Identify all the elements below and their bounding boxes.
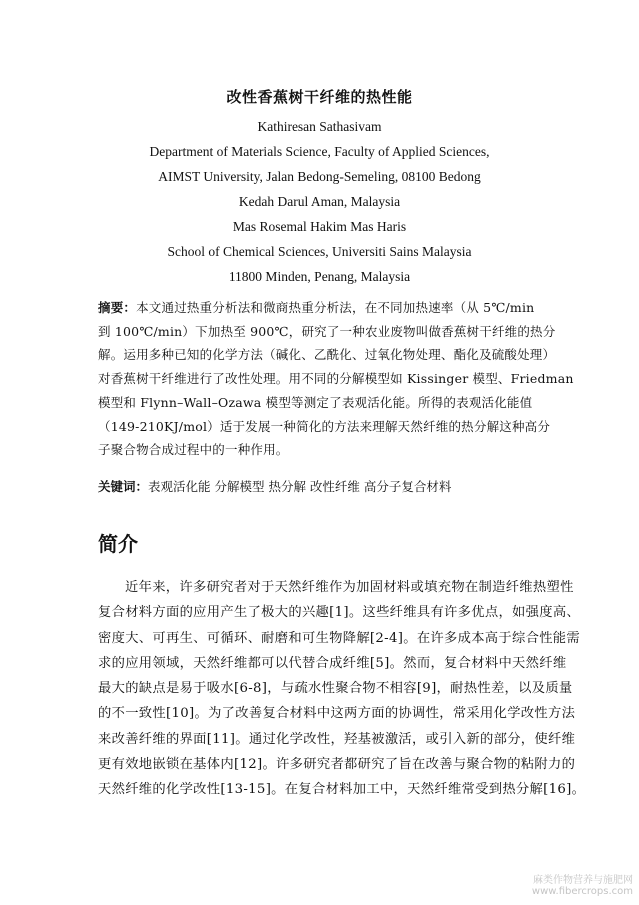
intro-paragraph: [98, 575, 586, 803]
abstract-line: 对香蕉树干纤维进行了改性处理。用不同的分解模型如 Kissinger 模型、Friedman: [98, 371, 574, 387]
affiliation-line: AIMST University, Jalan Bedong-Semeling, 08100 Bedong: [158, 169, 481, 184]
intro-line: 的不一致性[10]。为了改善复合材料中这两方面的协调性，常采用化学改性方法: [98, 706, 576, 722]
intro-line: 最大的缺点是易于吸水[6-8]，与疏水性聚合物不相容[9]，耐热性差，以及质量: [98, 681, 573, 697]
affiliation-line: Department of Materials Science, Faculty of Applied Sciences,: [149, 144, 490, 159]
author-name: Mas Rosemal Hakim Mas Haris: [232, 219, 407, 234]
watermark-name: 麻类作物营养与施肥网: [533, 875, 633, 886]
abstract-line: 模型和 Flynn–Wall–Ozawa 模型等测定了表观活化能。所得的表观活化能值: [98, 394, 533, 410]
abstract-line: 子聚合物合成过程中的一种作用。: [98, 442, 289, 458]
watermark-url: www.fibercrops.com: [531, 886, 633, 897]
site-watermark: [532, 875, 633, 897]
intro-line: 复合材料方面的应用产生了极大的兴趣[1]。这些纤维具有许多优点，如强度高、: [98, 605, 581, 621]
paper-title: 改性香蕉树干纤维的热性能: [226, 88, 413, 106]
intro-line: 近年来，许多研究者对于天然纤维作为加固材料或填充物在制造纤维热塑性: [125, 580, 574, 595]
keywords-text: 表观活化能 分解模型 热分解 改性纤维 高分子复合材料: [148, 479, 452, 494]
intro-line: 求的应用领域，天然纤维都可以代替合成纤维[5]。然而，复合材料中天然纤维: [98, 655, 567, 671]
keywords-label: 关键词：: [98, 479, 149, 494]
abstract-block: [98, 296, 574, 462]
affiliation-line: Kedah Darul Aman, Malaysia: [238, 194, 401, 209]
affiliation-line: 11800 Minden, Penang, Malaysia: [228, 269, 411, 284]
section-heading: 简介: [98, 532, 138, 556]
affiliation-line: School of Chemical Sciences, Universiti Sains Malaysia: [167, 244, 472, 259]
intro-line: 来改善纤维的界面[11]。通过化学改性，羟基被激活，或引入新的部分，使纤维: [98, 731, 576, 747]
abstract-line: 到 100℃/min）下加热至 900℃，研究了一种农业废物叫做香蕉树干纤维的热分: [98, 323, 556, 339]
abstract-line: [98, 296, 548, 320]
abstract-line: （149-210KJ/mol）适于发展一种简化的方法来理解天然纤维的热分解这种高分: [98, 418, 551, 434]
abstract-label: 摘要：: [98, 300, 137, 315]
author-name: Kathiresan Sathasivam: [257, 119, 382, 134]
abstract-line: 解。运用多种已知的化学方法（碱化、乙酰化、过氧化物处理、酯化及硫酸处理）: [98, 347, 556, 363]
intro-line: 天然纤维的化学改性[13-15]。在复合材料加工中，天然纤维常受到热分解[16]。: [98, 782, 586, 798]
abstract-text: 本文通过热重分析法和微商热重分析法，在不同加热速率（从 5℃/min: [136, 300, 535, 315]
keywords-line: [98, 477, 451, 495]
intro-line: 密度大、可再生、可循环、耐磨和可生物降解[2-4]。在许多成本高于综合性能需: [98, 630, 580, 646]
intro-line: 更有效地嵌锁在基体内[12]。许多研究者都研究了旨在改善与聚合物的粘附力的: [98, 757, 576, 773]
